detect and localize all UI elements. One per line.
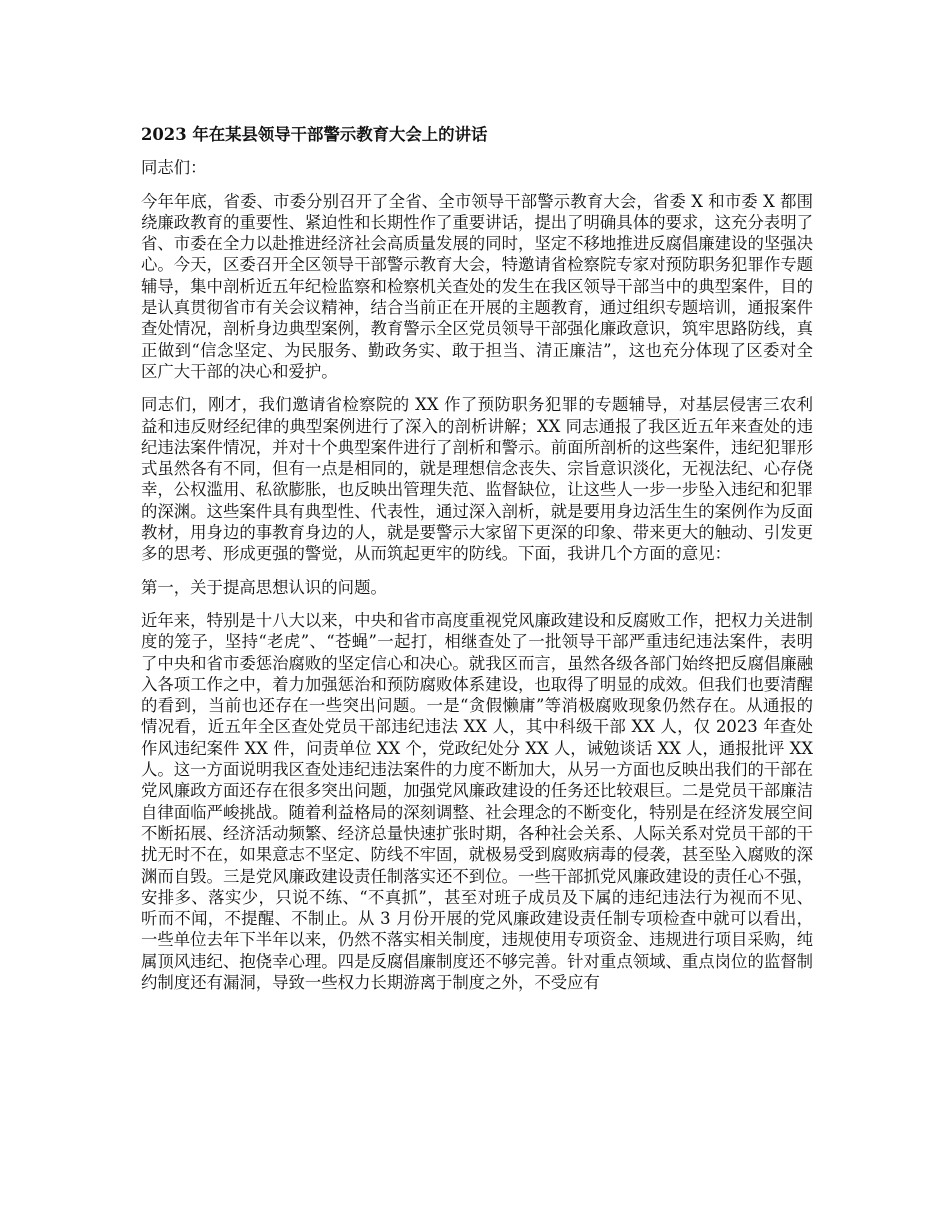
paragraph-opening: 今年年底，省委、市委分别召开了全省、全市领导干部警示教育大会，省委 X 和市委 X 都围绕廉政教育的重要性、紧迫性和长期性作了重要讲话，提出了明确具体的要求，这充分表明了省、市委在全力以赴推进经济社会高质量发展的同时，坚定不移地推进反腐倡廉建设的坚强决心。今天，区委召开全区领导干部警示教育大会，特邀请省检察院专家对预防职务犯罪作专题辅导，集中剖析近五年纪检监察和检察机关查处的发生在我区领导干部当中的典型案件，目的是认真贯彻省市有关会议精神，结合当前正在开展的主题教育，通过组织专题培训，通报案件查处情况，剖析身边典型案例，教育警示全区党员领导干部强化廉政意识，筑牢思路防线，真正做到“信念坚定、为民服务、勤政务实、敢于担当、清正廉洁”，这也充分体现了区委对全区广大干部的决心和爱护。	[141, 191, 814, 381]
document-title: 2023 年在某县领导干部警示教育大会上的讲话	[141, 125, 488, 144]
paragraph-current-issues: 近年来，特别是十八大以来，中央和省市高度重视党风廉政建设和反腐败工作，把权力关进制度的笼子，坚持“老虎”、“苍蝇”一起打，相继查处了一批领导干部严重违纪违法案件，表明了中央和省市委惩治腐败的坚定信心和决心。就我区而言，虽然各级各部门始终把反腐倡廉融入各项工作之中，着力加强惩治和预防腐败体系建设，也取得了明显的成效。但我们也要清醒的看到，当前也还存在一些突出问题。一是“贪假懒庸”等消极腐败现象仍然存在。从通报的情况看，近五年全区查处党员干部违纪违法 XX 人，其中科级干部 XX 人，仅 2023 年查处作风违纪案件 XX 件，问责单位 XX 个，党政纪处分 XX 人，诫勉谈话 XX 人，通报批评 XX 人。这一方面说明我区查处违纪违法案件的力度不断加大，从另一方面也反映出我们的干部在党风廉政方面还存在很多突出问题，加强党风廉政建设的任务还比较艰巨。二是党员干部廉洁自律面临严峻挑战。随着利益格局的深刻调整、社会理念的不断变化，特别是在经济发展空间不断拓展、经济活动频繁、经济总量快速扩张时期，各种社会关系、人际关系对党员干部的干扰无时不在，如果意志不坚定、防线不牢固，就极易受到腐败病毒的侵袭，甚至坠入腐败的深渊而自毁。三是党风廉政建设责任制落实还不到位。一些干部抓党风廉政建设的责任心不强，安排多、落实少，只说不练、“不真抓”，甚至对班子成员及下属的违纪违法行为视而不见、听而不闻，不提醒、不制止。从 3 月份开展的党风廉政建设责任制专项检查中就可以看出，一些单位去年下半年以来，仍然不落实相关制度，违规使用专项资金、违规进行项目采购，纯属顶风违纪、抱侥幸心理。四是反腐倡廉制度还不够完善。针对重点领域、重点岗位的监督制约制度还有漏洞，导致一些权力长期游离于制度之外，不受应有	[141, 610, 814, 992]
document-page	[141, 124, 813, 1005]
section-heading-first: 第一，关于提高思想认识的问题。	[141, 577, 387, 597]
paragraph-case-review: 同志们，刚才，我们邀请省检察院的 XX 作了预防职务犯罪的专题辅导，对基层侵害三农利益和违反财经纪律的典型案例进行了深入的剖析讲解；XX 同志通报了我区近五年来查处的违纪违法案件情况，并对十个典型案件进行了剖析和警示。前面所剖析的这些案件，违纪犯罪形式虽然各有不同，但有一点是相同的，就是理想信念丧失、宗旨意识淡化，无视法纪、心存侥幸，公权滥用、私欲膨胀，也反映出管理失范、监督缺位，让这些人一步一步坠入违纪和犯罪的深渊。这些案件具有典型性、代表性，通过深入剖析，就是要用身边活生生的案例作为反面教材，用身边的事教育身边的人，就是要警示大家留下更深的印象、带来更大的触动、引发更多的思考、形成更强的警觉，从而筑起更牢的防线。下面，我讲几个方面的意见：	[141, 395, 814, 564]
salutation: 同志们：	[141, 158, 207, 178]
